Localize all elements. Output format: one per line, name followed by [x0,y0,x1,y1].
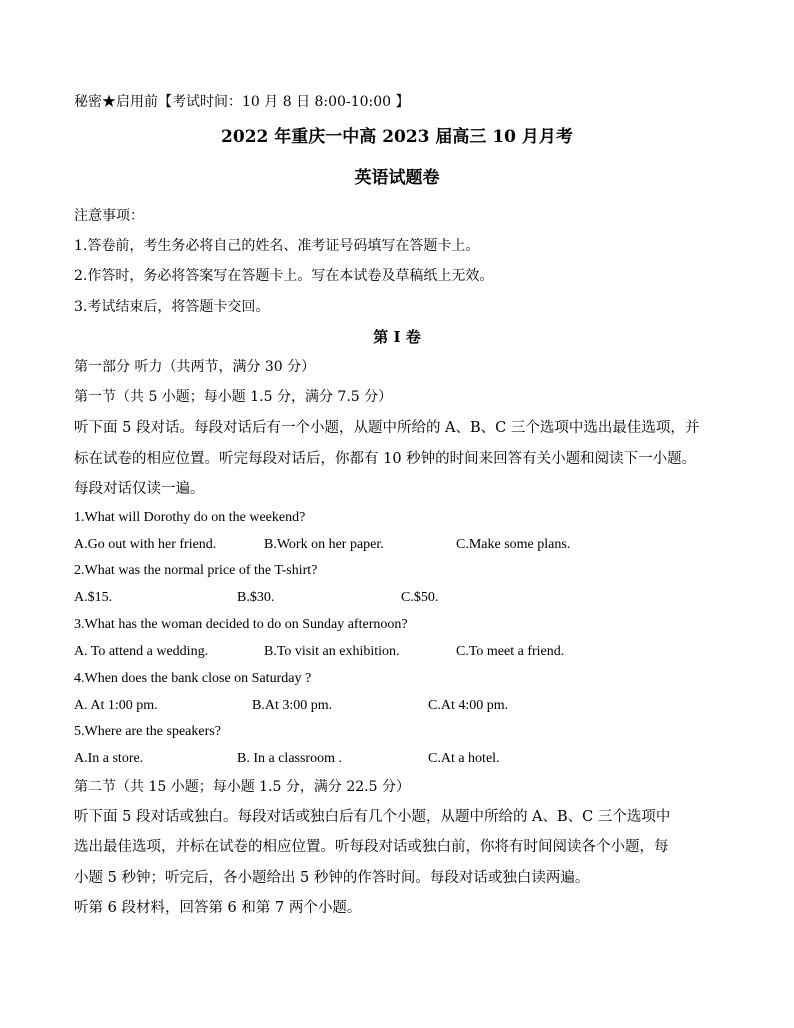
section1-instruction-2: 标在试卷的相应位置。听完每段对话后，你都有 10 秒钟的时间来回答有关小题和阅读下一小题。 [74,451,697,467]
q1-option-b: B.Work on her paper. [264,537,384,552]
question-5: 5.Where are the speakers? [74,724,221,739]
q2-option-a: A.$15. [74,590,113,605]
q3-option-c: C.To meet a friend. [456,644,565,659]
question-1: 1.What will Dorothy do on the weekend? [74,510,306,525]
q5-option-a: A.In a store. [74,751,144,766]
confidential-header: 秘密★启用前【考试时间：10 月 8 日 8:00-10:00 】 [74,94,410,110]
volume-heading: 第 I 卷 [373,328,421,346]
note-item-1: 1.答卷前，考生务必将自己的姓名、准考证号码填写在答题卡上。 [74,238,480,254]
q5-option-c: C.At a hotel. [428,751,500,766]
q4-option-c: C.At 4:00 pm. [428,698,509,713]
exam-title: 2022 年重庆一中高 2023 届高三 10 月月考 [221,127,573,147]
q2-option-b: B.$30. [237,590,275,605]
section2-instruction-2: 选出最佳选项，并标在试卷的相应位置。听每段对话或独白前，你将有时间阅读各个小题，每 [74,839,669,855]
question-4: 4.When does the bank close on Saturday ? [74,671,312,686]
q5-option-b: B. In a classroom . [237,751,342,766]
note-item-3: 3.考试结束后，将答题卡交回。 [74,299,270,315]
exam-subtitle: 英语试题卷 [354,168,440,188]
question-2: 2.What was the normal price of the T-shirt? [74,563,318,578]
q4-option-a: A. At 1:00 pm. [74,698,158,713]
q3-option-a: A. To attend a wedding. [74,644,209,659]
section2-heading: 第二节（共 15 小题；每小题 1.5 分，满分 22.5 分） [74,779,410,795]
section2-instruction-1: 听下面 5 段对话或独白。每段对话或独白后有几个小题，从题中所给的 A、B、C 三个选项中 [74,809,671,825]
q4-option-b: B.At 3:00 pm. [252,698,333,713]
q3-option-b: B.To visit an exhibition. [264,644,400,659]
section1-instruction-1: 听下面 5 段对话。每段对话后有一个小题，从题中所给的 A、B、C 三个选项中选出最佳选项，并 [74,420,700,436]
note-item-2: 2.作答时，务必将答案写在答题卡上。写在本试卷及草稿纸上无效。 [74,268,494,284]
notes-heading: 注意事项： [74,208,144,224]
section2-instruction-3: 小题 5 秒钟；听完后，各小题给出 5 秒钟的作答时间。每段对话或独白读两遍。 [74,870,590,886]
q1-option-c: C.Make some plans. [456,537,571,552]
section1-heading: 第一节（共 5 小题；每小题 1.5 分，满分 7.5 分） [74,389,393,405]
q1-option-a: A.Go out with her friend. [74,537,217,552]
question-3: 3.What has the woman decided to do on Sunday afternoon? [74,617,408,632]
material-6-instruction: 听第 6 段材料，回答第 6 和第 7 两个小题。 [74,900,362,916]
part1-heading: 第一部分 听力（共两节，满分 30 分） [74,359,316,375]
section1-instruction-3: 每段对话仅读一遍。 [74,481,205,497]
q2-option-c: C.$50. [401,590,439,605]
